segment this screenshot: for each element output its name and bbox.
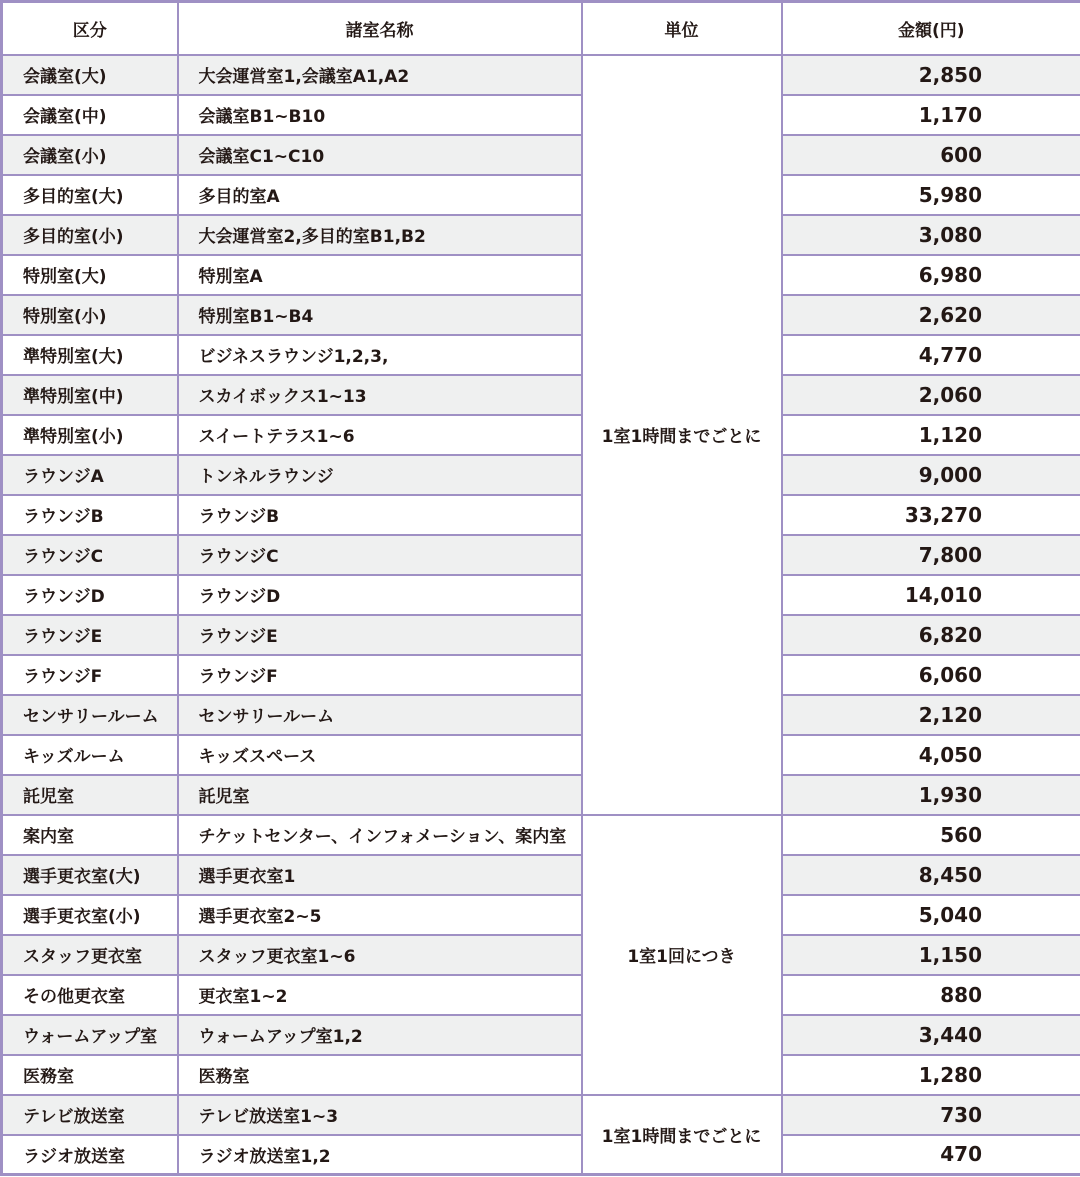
amount-cell: 470 — [782, 1135, 1080, 1175]
room-name-cell: テレビ放送室1~3 — [178, 1095, 582, 1135]
header-amount: 金額(円) — [782, 2, 1080, 55]
amount-cell: 1,280 — [782, 1055, 1080, 1095]
category-cell: 託児室 — [2, 775, 178, 815]
table-row — [2, 775, 1080, 815]
fee-table-body — [2, 55, 1080, 1175]
room-name-cell: ウォームアップ室1,2 — [178, 1015, 582, 1055]
table-row — [2, 495, 1080, 535]
room-name-cell: 会議室B1~B10 — [178, 95, 582, 135]
amount-cell: 3,080 — [782, 215, 1080, 255]
amount-cell: 8,450 — [782, 855, 1080, 895]
amount-cell: 2,620 — [782, 295, 1080, 335]
amount-cell: 6,980 — [782, 255, 1080, 295]
room-name-cell: センサリールーム — [178, 695, 582, 735]
header-row — [2, 2, 1080, 55]
amount-cell: 1,930 — [782, 775, 1080, 815]
category-cell: 多目的室(大) — [2, 175, 178, 215]
room-name-cell: 更衣室1~2 — [178, 975, 582, 1015]
room-name-cell: 特別室A — [178, 255, 582, 295]
category-cell: 特別室(小) — [2, 295, 178, 335]
room-name-cell: ビジネスラウンジ1,2,3, — [178, 335, 582, 375]
table-row — [2, 735, 1080, 775]
category-cell: 会議室(中) — [2, 95, 178, 135]
room-name-cell: ラウンジE — [178, 615, 582, 655]
category-cell: 会議室(小) — [2, 135, 178, 175]
amount-cell: 1,120 — [782, 415, 1080, 455]
table-row — [2, 95, 1080, 135]
table-row — [2, 55, 1080, 95]
amount-cell: 1,170 — [782, 95, 1080, 135]
table-row — [2, 935, 1080, 975]
table-row — [2, 335, 1080, 375]
amount-cell: 4,770 — [782, 335, 1080, 375]
room-name-cell: 大会運営室1,会議室A1,A2 — [178, 55, 582, 95]
category-cell: ラジオ放送室 — [2, 1135, 178, 1175]
room-name-cell: ラジオ放送室1,2 — [178, 1135, 582, 1175]
category-cell: ラウンジF — [2, 655, 178, 695]
amount-cell: 1,150 — [782, 935, 1080, 975]
room-name-cell: 医務室 — [178, 1055, 582, 1095]
category-cell: スタッフ更衣室 — [2, 935, 178, 975]
table-row — [2, 375, 1080, 415]
amount-cell: 33,270 — [782, 495, 1080, 535]
room-name-cell: 大会運営室2,多目的室B1,B2 — [178, 215, 582, 255]
header-room-name: 諸室名称 — [178, 2, 582, 55]
room-name-cell: スタッフ更衣室1~6 — [178, 935, 582, 975]
table-row — [2, 1095, 1080, 1135]
table-row — [2, 295, 1080, 335]
amount-cell: 9,000 — [782, 455, 1080, 495]
amount-cell: 2,850 — [782, 55, 1080, 95]
table-row — [2, 855, 1080, 895]
table-row — [2, 895, 1080, 935]
table-row — [2, 535, 1080, 575]
category-cell: 準特別室(小) — [2, 415, 178, 455]
amount-cell: 4,050 — [782, 735, 1080, 775]
unit-cell: 1室1時間までごとに — [582, 55, 782, 815]
category-cell: 選手更衣室(大) — [2, 855, 178, 895]
table-row — [2, 1015, 1080, 1055]
category-cell: 準特別室(中) — [2, 375, 178, 415]
amount-cell: 6,820 — [782, 615, 1080, 655]
room-name-cell: 託児室 — [178, 775, 582, 815]
room-name-cell: スイートテラス1~6 — [178, 415, 582, 455]
amount-cell: 5,980 — [782, 175, 1080, 215]
room-name-cell: ラウンジF — [178, 655, 582, 695]
amount-cell: 2,120 — [782, 695, 1080, 735]
table-row — [2, 615, 1080, 655]
header-category: 区分 — [2, 2, 178, 55]
amount-cell: 7,800 — [782, 535, 1080, 575]
room-name-cell: ラウンジD — [178, 575, 582, 615]
unit-cell: 1室1回につき — [582, 815, 782, 1095]
room-name-cell: ラウンジC — [178, 535, 582, 575]
table-row — [2, 175, 1080, 215]
table-row — [2, 135, 1080, 175]
category-cell: テレビ放送室 — [2, 1095, 178, 1135]
table-row — [2, 415, 1080, 455]
category-cell: 医務室 — [2, 1055, 178, 1095]
room-name-cell: トンネルラウンジ — [178, 455, 582, 495]
amount-cell: 600 — [782, 135, 1080, 175]
table-row — [2, 655, 1080, 695]
category-cell: 案内室 — [2, 815, 178, 855]
room-name-cell: キッズスペース — [178, 735, 582, 775]
category-cell: センサリールーム — [2, 695, 178, 735]
category-cell: 選手更衣室(小) — [2, 895, 178, 935]
amount-cell: 6,060 — [782, 655, 1080, 695]
category-cell: 準特別室(大) — [2, 335, 178, 375]
amount-cell: 14,010 — [782, 575, 1080, 615]
room-name-cell: 選手更衣室2~5 — [178, 895, 582, 935]
table-row — [2, 255, 1080, 295]
category-cell: ラウンジE — [2, 615, 178, 655]
amount-cell: 5,040 — [782, 895, 1080, 935]
category-cell: 特別室(大) — [2, 255, 178, 295]
room-name-cell: 特別室B1~B4 — [178, 295, 582, 335]
amount-cell: 560 — [782, 815, 1080, 855]
room-name-cell: 選手更衣室1 — [178, 855, 582, 895]
table-row — [2, 975, 1080, 1015]
category-cell: ラウンジD — [2, 575, 178, 615]
category-cell: キッズルーム — [2, 735, 178, 775]
table-row — [2, 575, 1080, 615]
table-row — [2, 815, 1080, 855]
category-cell: ラウンジA — [2, 455, 178, 495]
amount-cell: 880 — [782, 975, 1080, 1015]
room-name-cell: 会議室C1~C10 — [178, 135, 582, 175]
category-cell: その他更衣室 — [2, 975, 178, 1015]
category-cell: 会議室(大) — [2, 55, 178, 95]
room-name-cell: ラウンジB — [178, 495, 582, 535]
amount-cell: 2,060 — [782, 375, 1080, 415]
amount-cell: 3,440 — [782, 1015, 1080, 1055]
category-cell: 多目的室(小) — [2, 215, 178, 255]
table-row — [2, 1055, 1080, 1095]
category-cell: ウォームアップ室 — [2, 1015, 178, 1055]
room-name-cell: スカイボックス1~13 — [178, 375, 582, 415]
category-cell: ラウンジB — [2, 495, 178, 535]
room-name-cell: チケットセンター、インフォメーション、案内室 — [178, 815, 582, 855]
table-row — [2, 455, 1080, 495]
unit-cell: 1室1時間までごとに — [582, 1095, 782, 1175]
table-row — [2, 215, 1080, 255]
amount-cell: 730 — [782, 1095, 1080, 1135]
table-row — [2, 695, 1080, 735]
category-cell: ラウンジC — [2, 535, 178, 575]
header-unit: 単位 — [582, 2, 782, 55]
table-row — [2, 1135, 1080, 1175]
room-name-cell: 多目的室A — [178, 175, 582, 215]
